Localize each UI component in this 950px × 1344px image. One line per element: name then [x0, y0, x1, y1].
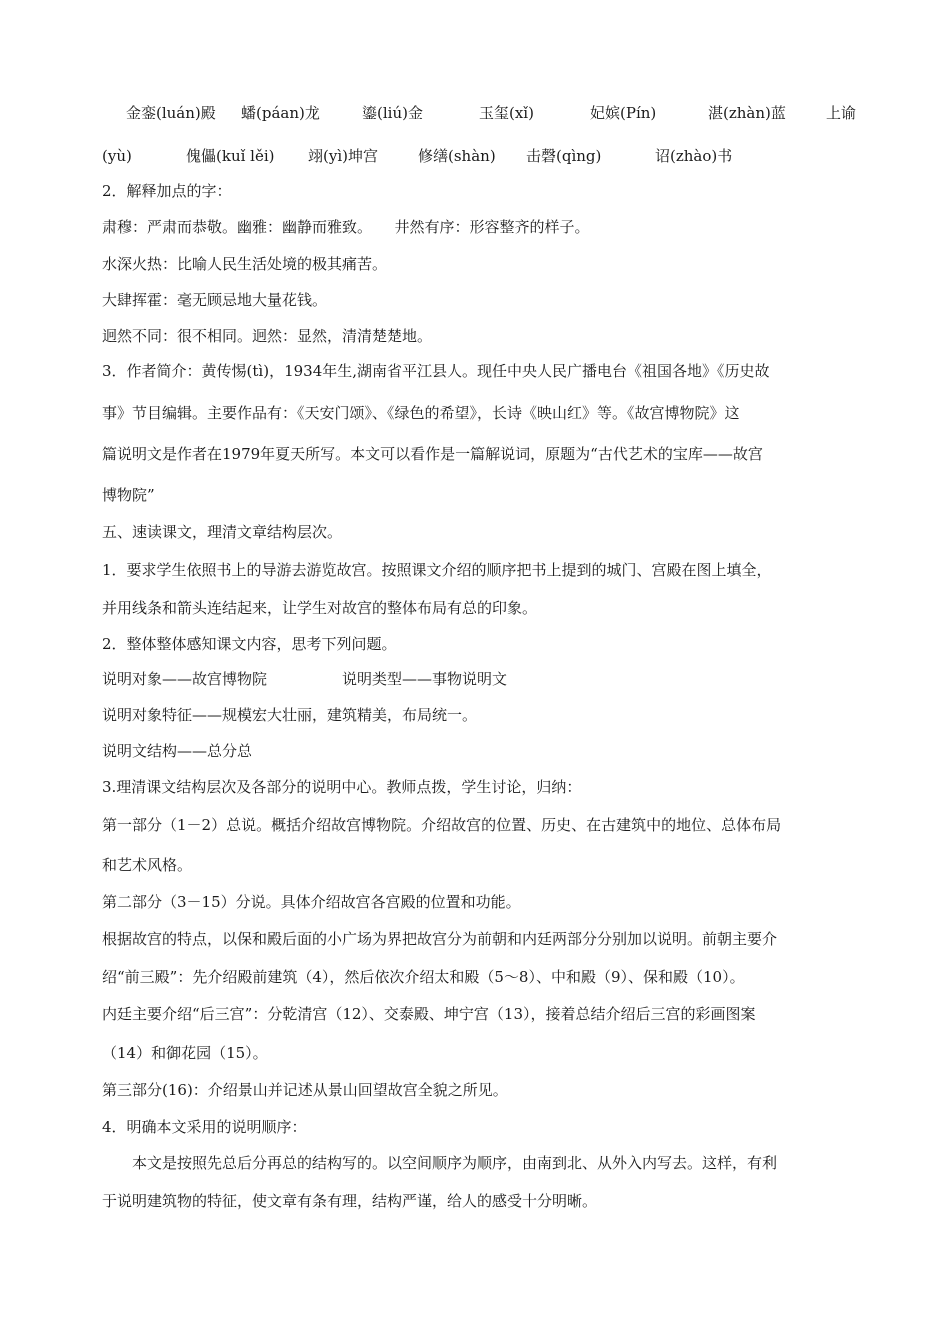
text-line: 迥然不同：很不相同。迥然：显然，清清楚楚地。 [102, 327, 433, 345]
text-line: 和艺术风格。 [102, 856, 193, 874]
vocab-item: 击磬(qìng) [526, 147, 602, 165]
text-line: 水深火热：比喻人民生活处境的极其痛苦。 [102, 255, 388, 273]
text-line: 1．要求学生依照书上的导游去游览故宫。按照课文介绍的顺序把书上提到的城门、宫殿在图上填全， [102, 561, 772, 579]
text-line: 3．作者简介：黄传惕(tì)，1934年生,湖南省平江县人。现任中央人民广播电台《祖国各地》《历史故 [102, 362, 770, 380]
text-line: 肃穆：严肃而恭敬。幽雅：幽静而雅致。 井然有序：形容整齐的样子。 [102, 218, 590, 236]
text-line: 说明对象——故宫博物院 说明类型——事物说明文 [102, 670, 508, 688]
section-heading: 五、速读课文，理清文章结构层次。 [102, 523, 343, 541]
vocab-item: 鎏(liú)金 [362, 104, 423, 122]
vocab-item: 玉玺(xǐ) [479, 104, 534, 122]
text-line: 事》节目编辑。主要作品有：《天安门颂》、《绿色的希望》，长诗《映山红》等。《故宫博物院》这 [102, 404, 740, 422]
text-line: 内廷主要介绍“后三宫”：分乾清宫（12）、交泰殿、坤宁宫（13），接着总结介绍后三宫的彩画图案 [102, 1005, 756, 1023]
text-line: 说明文结构——总分总 [102, 742, 253, 760]
text-line: （14）和御花园（15）。 [102, 1044, 268, 1062]
text-line: 绍“前三殿”：先介绍殿前建筑（4），然后依次介绍太和殿（5～8）、中和殿（9）、保和殿（10）。 [102, 968, 745, 986]
vocab-item: 翊(yì)坤宫 [308, 147, 378, 165]
vocab-item: 诏(zhào)书 [655, 147, 733, 165]
text-line: 4．明确本文采用的说明顺序： [102, 1118, 307, 1136]
text-line: 说明对象特征——规模宏大壮丽，建筑精美，布局统一。 [102, 706, 478, 724]
vocab-item: 金銮(luán)殿 [126, 104, 216, 122]
text-line: 并用线条和箭头连结起来，让学生对故宫的整体布局有总的印象。 [102, 599, 538, 617]
text-line: 第三部分(16)：介绍景山并记述从景山回望故宫全貌之所见。 [102, 1081, 508, 1099]
text-line: 第二部分（3－15）分说。具体介绍故宫各宫殿的位置和功能。 [102, 893, 521, 911]
text-line: 本文是按照先总后分再总的结构写的。以空间顺序为顺序，由南到北、从外入内写去。这样，有利 [102, 1154, 778, 1172]
section-heading: 2．解释加点的字： [102, 182, 232, 200]
text-line: 根据故宫的特点，以保和殿后面的小广场为界把故宫分为前朝和内廷两部分分别加以说明。前朝主要介 [102, 930, 778, 948]
vocab-item: (yù) [102, 147, 132, 165]
vocab-item: 妃嫔(Pín) [590, 104, 657, 122]
vocab-item: 修缮(shàn) [418, 147, 496, 165]
vocab-item: 上谕 [826, 104, 857, 122]
vocab-item: 傀儡(kuǐ lěi) [186, 147, 275, 165]
text-line: 第一部分（1－2）总说。概括介绍故宫博物院。介绍故宫的位置、历史、在古建筑中的地位、总体布局 [102, 816, 782, 834]
vocab-item: 蟠(páan)龙 [241, 104, 320, 122]
text-line: 博物院” [102, 486, 155, 504]
vocab-item: 湛(zhàn)蓝 [708, 104, 786, 122]
text-line: 于说明建筑物的特征，使文章有条有理，结构严谨，给人的感受十分明晰。 [102, 1192, 598, 1210]
text-line: 3.理清课文结构层次及各部分的说明中心。教师点拨，学生讨论，归纳： [102, 778, 582, 796]
text-line: 大肆挥霍：毫无顾忌地大量花钱。 [102, 291, 328, 309]
text-line: 2．整体整体感知课文内容，思考下列问题。 [102, 635, 397, 653]
text-line: 篇说明文是作者在1979年夏天所写。本文可以看作是一篇解说词，原题为“古代艺术的宝库——故宫 [102, 445, 763, 463]
